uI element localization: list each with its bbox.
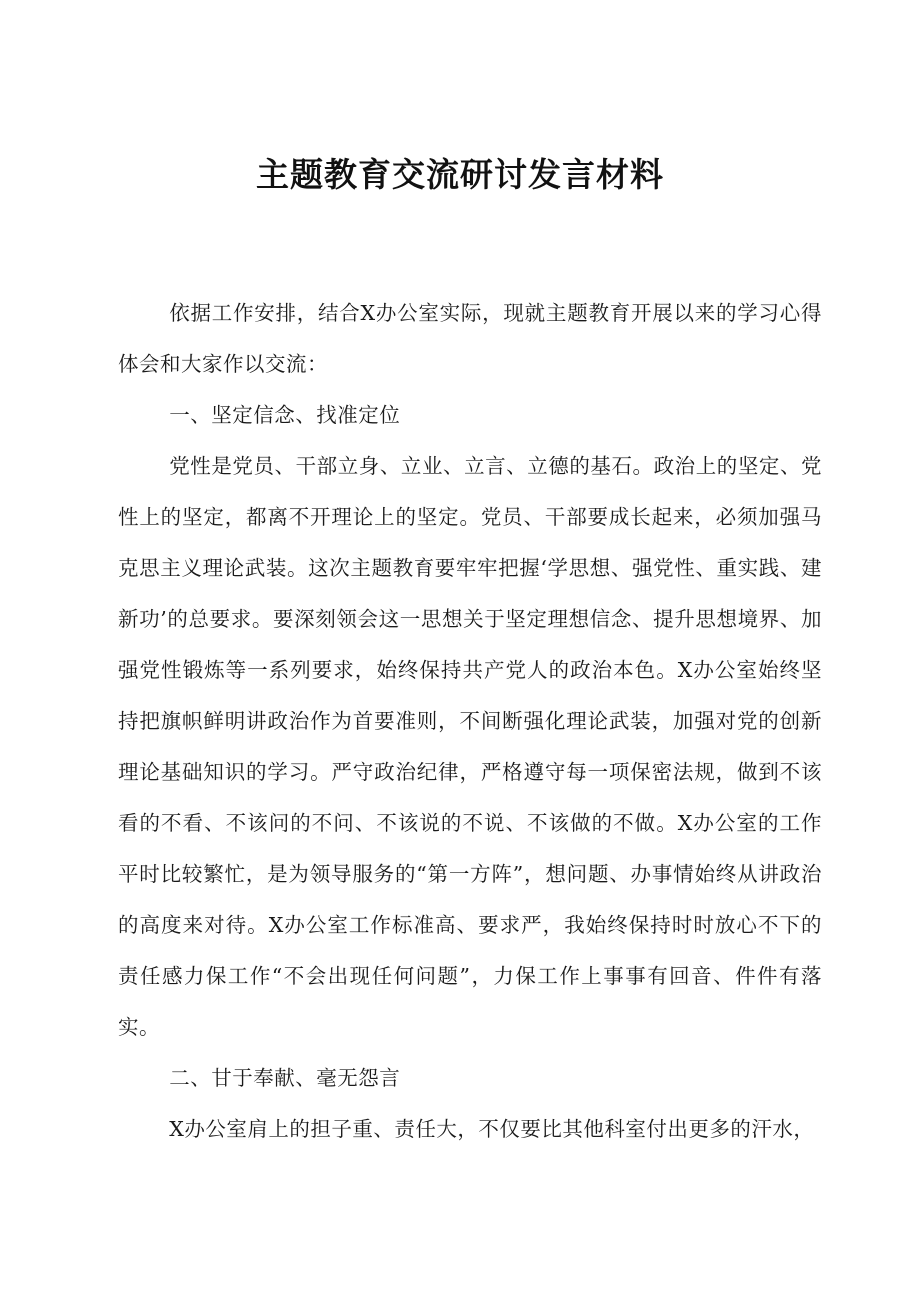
document-body — [118, 288, 822, 1155]
document-title: 主题教育交流研讨发言材料 — [256, 155, 664, 194]
section-heading-2: 二、甘于奉献、毫无怨言 — [169, 1066, 401, 1090]
section-heading-1: 一、坚定信念、找准定位 — [169, 403, 401, 427]
intro-paragraph: 依据工作安排，结合X办公室实际，现就主题教育开展以来的学习心得体会和大家作以交流： — [118, 301, 822, 376]
section-1-paragraph: 党性是党员、干部立身、立业、立言、立德的基石。政治上的坚定、党性上的坚定，都离不开理论上的坚定。党员、干部要成长起来，必须加强马克思主义理论武装。这次主题教育要牢牢把握‘学思想、强党性、重实践、建新功’的总要求。要深刻领会这一思想关于坚定理想信念、提升思想境界、加强党性锻炼等一系列要求，始终保持共产党人的政治本色。X办公室始终坚持把旗帜鲜明讲政治作为首要准则，不间断强化理论武装，加强对党的创新理论基础知识的学习。严守政治纪律，严格遵守每一项保密法规，做到不该看的不看、不该问的不问、不该说的不说、不该做的不做。X办公室的工作平时比较繁忙，是为领导服务的“第一方阵”，想问题、办事情始终从讲政治的高度来对待。X办公室工作标准高、要求严，我始终保持时时放心不下的责任感力保工作“不会出现任何问题”，力保工作上事事有回音、件件有落实。 — [118, 454, 822, 1039]
section-2-paragraph: X办公室肩上的担子重、责任大，不仅要比其他科室付出更多的汗水， — [169, 1117, 815, 1141]
